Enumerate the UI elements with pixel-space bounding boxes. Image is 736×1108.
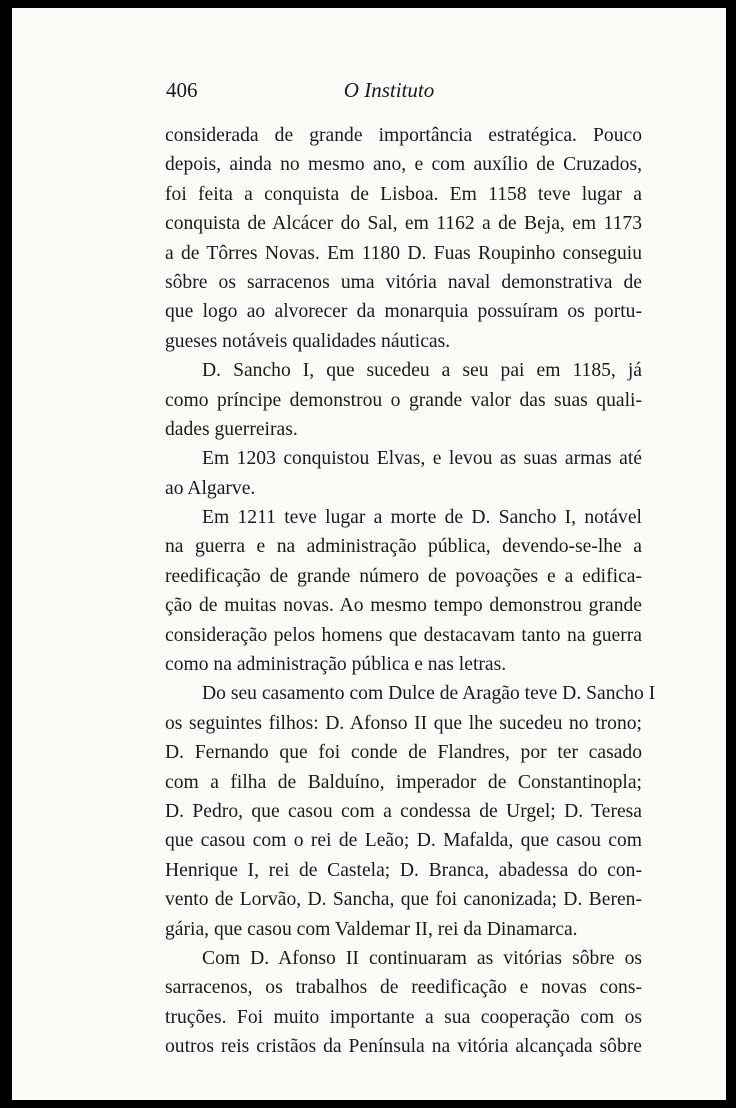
- text-line: sarracenos, os trabalhos de reedificação e novas cons-: [165, 977, 642, 999]
- text-line: como na administração pública e nas letras.: [165, 654, 507, 676]
- text-line: Henrique I, rei de Castela; D. Branca, abadessa do con-: [165, 859, 642, 881]
- text-line: Do seu casamento com Dulce de Aragão teve D. Sancho I: [202, 683, 656, 705]
- text-line: considerada de grande importância estratégica. Pouco: [165, 125, 642, 146]
- text-line: D. Fernando que foi conde de Flandres, por ter casado: [165, 742, 642, 764]
- text-line: gária, que casou com Valdemar II, rei da Dinamarca.: [165, 918, 578, 940]
- text-line: D. Sancho I, que sucedeu a seu pai em 1185, já: [202, 360, 642, 382]
- text-line: os seguintes filhos: D. Afonso II que lhe sucedeu no trono;: [165, 712, 642, 734]
- text-line: conquista de Alcácer do Sal, em 1162 a de Beja, em 1173: [165, 213, 642, 235]
- text-line: como príncipe demonstrou o grande valor das suas quali-: [165, 389, 642, 411]
- text-line: Com D. Afonso II continuaram as vitórias sôbre os: [202, 947, 642, 969]
- text-line: D. Pedro, que casou com a condessa de Urgel; D. Teresa: [165, 800, 642, 822]
- text-line: a de Tôrres Novas. Em 1180 D. Fuas Roupinho conseguiu: [165, 242, 642, 264]
- running-head: [12, 78, 726, 108]
- text-line: Em 1203 conquistou Elvas, e levou as suas armas até: [202, 448, 642, 470]
- text-line: outros reis cristãos da Península na vitória alcançada sôbre: [165, 1036, 642, 1058]
- header-title: O Instituto: [343, 78, 435, 102]
- text-line: Em 1211 teve lugar a morte de D. Sancho I, notável: [202, 507, 642, 529]
- book-page: [12, 8, 726, 1100]
- text-line: ção de muitas novas. Ao mesmo tempo demonstrou grande: [165, 595, 642, 617]
- body-text: [165, 121, 656, 1062]
- text-line: foi feita a conquista de Lisboa. Em 1158 teve lugar a: [165, 183, 642, 205]
- text-line: depois, ainda no mesmo ano, e com auxílio de Cruzados,: [165, 154, 642, 176]
- text-line: reedificação de grande número de povoações e a edifica-: [165, 565, 642, 587]
- text-line: gueses notáveis qualidades náuticas.: [165, 330, 451, 352]
- text-line: na guerra e na administração pública, devendo-se-lhe a: [165, 536, 642, 558]
- text-line: que casou com o rei de Leão; D. Mafalda, que casou com: [165, 830, 642, 852]
- text-line: dades guerreiras.: [165, 418, 298, 440]
- text-line: que logo ao alvorecer da monarquia possuíram os portu-: [165, 301, 642, 323]
- text-line: consideração pelos homens que destacavam tanto na guerra: [165, 624, 642, 646]
- text-line: vento de Lorvão, D. Sancha, que foi canonizada; D. Beren-: [165, 889, 642, 911]
- text-line: truções. Foi muito importante a sua cooperação com os: [165, 1006, 642, 1028]
- text-line: sôbre os sarracenos uma vitória naval demonstrativa de: [165, 271, 642, 293]
- page-number: 406: [166, 78, 198, 102]
- text-line: com a filha de Balduíno, imperador de Constantinopla;: [165, 771, 642, 793]
- text-line: ao Algarve.: [165, 477, 256, 499]
